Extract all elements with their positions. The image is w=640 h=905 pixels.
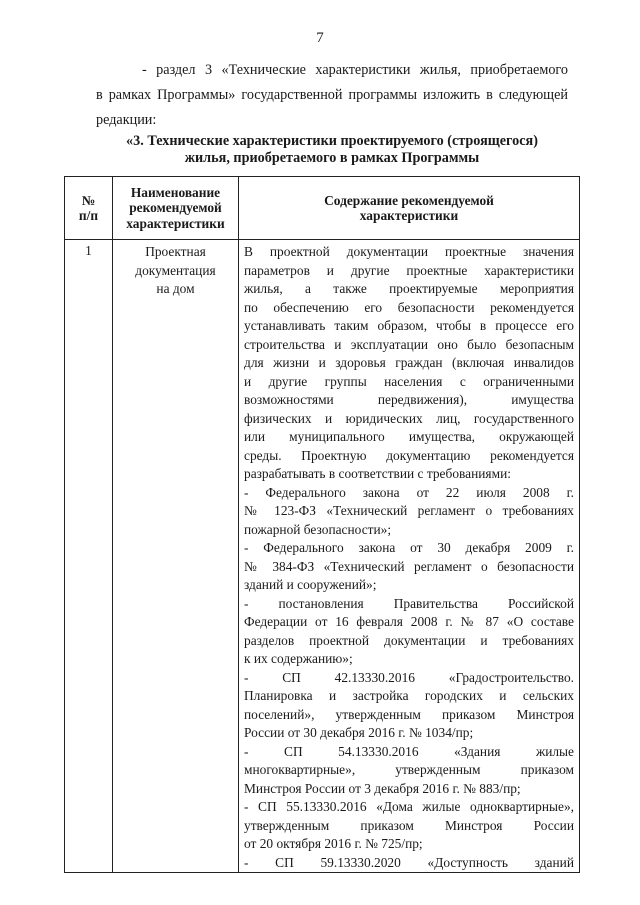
row-content bbox=[239, 240, 580, 873]
content-line: Планировка и застройка городских и сельских bbox=[244, 688, 574, 703]
characteristics-table bbox=[64, 176, 580, 873]
content-line: возможностями передвижения), имущества bbox=[244, 392, 574, 407]
content-line: разделов проектной документации и требованиях bbox=[244, 632, 574, 648]
row-number: 1 bbox=[65, 240, 113, 873]
row-name-line: Проектная bbox=[145, 244, 206, 259]
section-title-line: жилья, приобретаемого в рамках Программы bbox=[184, 150, 480, 166]
content-line: разрабатывать в соответствии с требованиями: bbox=[244, 466, 511, 481]
content-line: к их содержанию»; bbox=[244, 651, 353, 666]
intro-line: - раздел 3 «Технические характеристики жилья, приобретаемого bbox=[142, 62, 568, 78]
page-number: 7 bbox=[316, 30, 324, 46]
header-text: Содержание рекомендуемой bbox=[324, 192, 494, 208]
content-line: - СП 54.13330.2016 «Здания жилые bbox=[244, 743, 574, 759]
header-text: характеристики bbox=[126, 215, 225, 231]
content-line: - Федерального закона от 22 июля 2008 г. bbox=[244, 484, 574, 500]
section-title bbox=[96, 133, 568, 167]
header-number bbox=[65, 177, 113, 240]
content-line: пожарной безопасности»; bbox=[244, 521, 392, 537]
content-line: - СП 59.13330.2020 «Доступность зданий bbox=[244, 854, 574, 870]
content-line: утвержденным приказом Минстроя России bbox=[244, 817, 574, 833]
row-name-line: на дом bbox=[156, 281, 195, 296]
content-line: многоквартирные», утвержденным приказом bbox=[244, 762, 574, 777]
table-row bbox=[65, 240, 580, 873]
content-line: Федерации от 16 февраля 2008 г. № 87 «О составе bbox=[244, 614, 574, 629]
header-text: п/п bbox=[78, 208, 99, 223]
intro-line: редакции: bbox=[96, 112, 157, 128]
content-line: физических и юридических лиц, государственного bbox=[244, 410, 574, 426]
content-line: по обеспечению его безопасности рекомендуется bbox=[244, 299, 574, 315]
header-text: характеристики bbox=[359, 208, 459, 223]
header-content bbox=[239, 177, 580, 240]
content-line: зданий и сооружений»; bbox=[244, 577, 377, 592]
header-name bbox=[113, 177, 239, 240]
table-header-row bbox=[65, 177, 580, 240]
content-line: поселений», утвержденным приказом Минстроя bbox=[244, 706, 574, 722]
header-text: рекомендуемой bbox=[129, 200, 222, 216]
content-line: России от 30 декабря 2016 г. № 1034/пр; bbox=[244, 725, 474, 740]
content-line: параметров и другие проектные характеристики bbox=[244, 262, 574, 278]
content-line: устанавливать таким образом, чтобы в процессе его bbox=[244, 318, 574, 333]
content-line: - постановления Правительства Российской bbox=[244, 595, 574, 611]
content-line: жилья, а также проектируемые мероприятия bbox=[244, 281, 574, 296]
intro-line: в рамках Программы» государственной программы изложить в следующей bbox=[96, 87, 568, 103]
content-line: - СП 42.13330.2016 «Градостроительство. bbox=[244, 669, 574, 685]
content-line: Минстроя России от 3 декабря 2016 г. № 883/пр; bbox=[244, 780, 521, 796]
content-line: для жизни и здоровья граждан (включая инвалидов bbox=[244, 355, 574, 370]
row-name bbox=[113, 240, 239, 873]
header-text: № bbox=[81, 192, 96, 208]
content-line: от 20 октября 2016 г. № 725/пр; bbox=[244, 836, 423, 851]
content-line: среды. Проектную документацию рекомендуется bbox=[244, 447, 574, 463]
content-line: В проектной документации проектные значения bbox=[244, 244, 574, 259]
content-line: № 384-ФЗ «Технический регламент о безопасности bbox=[244, 558, 574, 574]
amendment-intro bbox=[96, 58, 568, 133]
row-name-line: документация bbox=[135, 262, 216, 278]
content-line: и другие группы населения с ограниченными bbox=[244, 373, 574, 389]
content-line: № 123-ФЗ «Технический регламент о требованиях bbox=[244, 503, 574, 518]
content-line: - Федерального закона от 30 декабря 2009 г. bbox=[244, 540, 574, 555]
content-line: или муниципального имущества, окружающей bbox=[244, 429, 574, 444]
content-line: - СП 55.13330.2016 «Дома жилые одноквартирные», bbox=[244, 799, 574, 814]
content-line: строительства и эксплуатации оно было безопасным bbox=[244, 336, 574, 352]
header-text: Наименование bbox=[130, 184, 221, 200]
section-title-line: «3. Технические характеристики проектируемого (строящегося) bbox=[126, 133, 538, 149]
